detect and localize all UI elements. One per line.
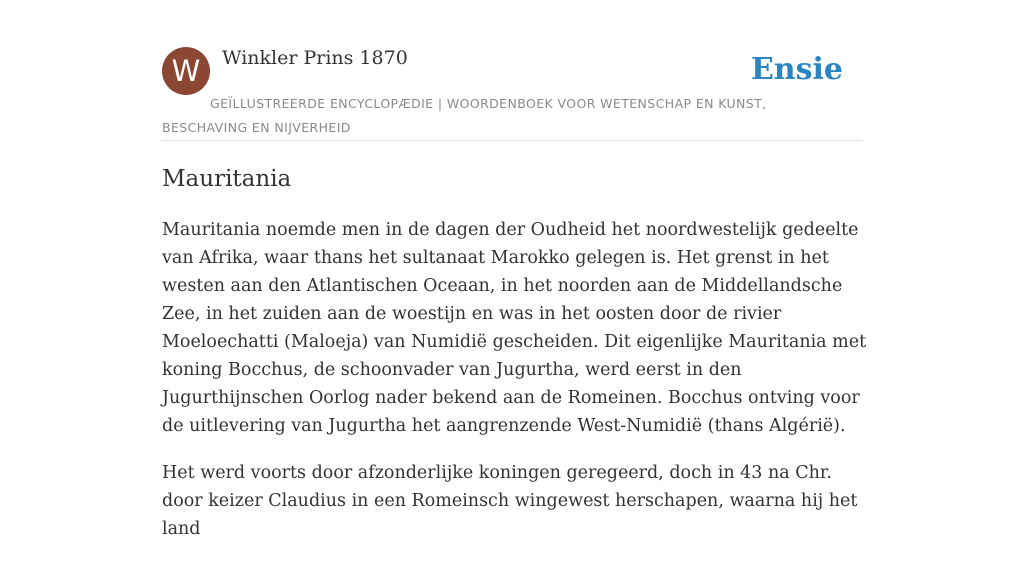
article-paragraph-1: Mauritania noemde men in de dagen der Oudheid het noordwestelijk gedeelte van Afrika, waar thans het sultanaat Marokko gelegen is. Het grenst in het westen aan den Atlantischen Oceaan, in het noorden aan de Middellandsche Zee, in het zuiden aan de woestijn en was in het oosten door de rivier Moeloechatti (Maloeja) van Numidië gescheiden. Dit eigenlijke Mauritania met koning Bocchus, de schoonvader van Jugurtha, werd eerst in den Jugurthijnschen Oorlog nader bekend aan de Romeinen. Bocchus ontving voor de uitlevering van Jugurtha het aangrenzende West-Numidië (thans Algérië). [162, 220, 867, 436]
article [162, 162, 872, 562]
article-title: Mauritania [162, 166, 292, 192]
site-title-link[interactable]: Winkler Prins 1870 [222, 47, 408, 69]
ensie-logo-link[interactable]: Ensie [750, 52, 843, 87]
site-subtitle: GEÏLLUSTREERDE ENCYCLOPÆDIE | WOORDENBOEK VOOR WETENSCHAP EN KUNST, BESCHAVING EN NIJVERHEID [162, 96, 767, 135]
article-paragraph-2: Het werd voorts door afzonderlijke koningen geregeerd, doch in 43 na Chr. door keizer Claudius in een Romeinsch wingewest herschapen, waarna hij het land [162, 463, 858, 539]
site-header [162, 46, 862, 141]
avatar[interactable]: W [162, 47, 210, 95]
